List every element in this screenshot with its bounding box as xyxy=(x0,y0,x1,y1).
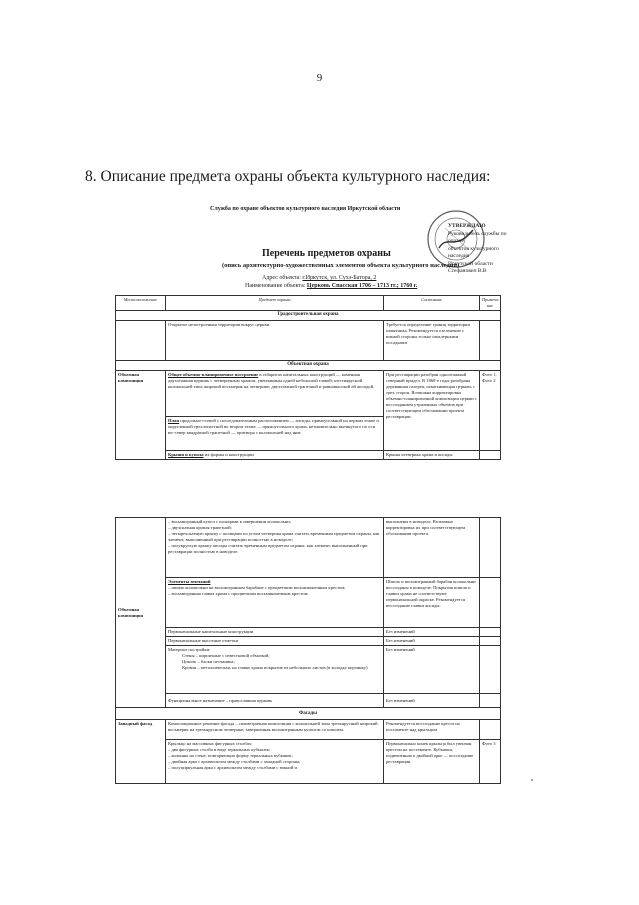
list-item: – шпиль колокольни на восьмигранном барабане с процветшим восьмиконечным крестом; xyxy=(168,585,346,590)
table-cell xyxy=(480,720,501,740)
table-cell: Функциональное назначение – православная церковь xyxy=(166,694,384,708)
cell-text: в габаритах капитальных конструкций — каменная двухэтажная церковь с четверичным храмом, увенчанным одной небольшой главой; шестиярусной колокольней типа широкой восьмерик на четверике; двухэтажной трапезной и равновысокой ей апсидой. xyxy=(168,372,375,389)
table-cell xyxy=(166,518,384,578)
col-header-state: Состояние xyxy=(384,296,480,311)
table-cell: Первоначальные высотные отметки xyxy=(166,637,384,646)
list-item: – двухскатная кровля трапезной; xyxy=(168,525,232,530)
cell-title: Крыльцо на массивных фигурных столбах: xyxy=(168,741,253,746)
table-cell xyxy=(166,646,384,694)
address-value: г.Иркутск, ул. Сухэ-Батора, 2 xyxy=(302,275,377,281)
list-item: Стены – кирпичные с известковой обмазкой; xyxy=(182,653,270,658)
table-cell xyxy=(480,694,501,708)
cell-title: Материал постройки: xyxy=(168,647,211,652)
approval-line: объектов культурного наследия xyxy=(448,245,499,259)
section-heading: 8. Описание предмета охраны объекта культурного наследия: xyxy=(85,168,491,185)
table-cell: Без изменений xyxy=(384,637,480,646)
object-name-line xyxy=(245,283,417,289)
list-item: Цоколь – блоки песчаника; xyxy=(182,659,235,664)
approval-line: Иркутской области xyxy=(448,260,493,267)
list-item: – два фигурных столба в виде зеркальных кубышек; xyxy=(168,747,271,752)
table-cell: Рекомендуется воссоздание креста на постаменте над крыльцом xyxy=(384,720,480,740)
table-cell: Фото 1, Фото 2 xyxy=(480,371,501,451)
section-facades: Фасады xyxy=(116,708,501,720)
table-cell: Крыша четверика храма и апсиды xyxy=(384,451,480,460)
table-cell xyxy=(166,417,384,451)
list-item: – двойная арка с архивольтом между столбами с западной стороны; xyxy=(168,759,301,764)
table-cell: Композиционное решение фасада – симметричная композиция с колокольней типа трехъярусный широкий восьмерик на трехъярусном четверике; завершенная восьмигранным куполом со шпилем. xyxy=(166,720,384,740)
approval-line: Стефанович В.В xyxy=(448,268,487,274)
table-cell xyxy=(116,321,166,361)
object-name-value: Церковь Спасская 1706 – 1713 гг.; 1760 г. xyxy=(306,283,418,289)
col-header-location: Местоположение xyxy=(116,296,166,311)
table-cell xyxy=(166,740,384,784)
table-cell xyxy=(480,518,501,578)
list-item: – четырехскатную крышу с полицами по углам четверика храма считать временным предметом охраны, как элемент, выполненный при реставрации полностью в новоделе; xyxy=(168,531,380,542)
table-cell: Объемная композиция xyxy=(116,518,166,708)
cell-text: продольно-осевой с последовательным расположением — апсиды, прямоугольной на первом этаже и округленной трехлопастной во втором этаже — прямоугольного храма, незначительно вытянутого по оси юг-север квадратной трапезной — притвора с колокольней над ним. xyxy=(168,418,379,435)
table-cell: Требуется определение границ территории памятника. Рекомендуется озеленение с южной стороны только шпалерными посадками xyxy=(384,321,480,361)
table-cell: Первоначально конек крыльца был увенчан крестом на постаменте. Кубышки, подвешенная к двойной арке — воссоздание реставрация. xyxy=(384,740,480,784)
table-cell: Западный фасад xyxy=(116,720,166,784)
table-cell xyxy=(480,321,501,361)
table-cell: Без изменений xyxy=(384,694,480,708)
protection-table-part-1 xyxy=(115,295,501,460)
table-cell: Без изменений xyxy=(384,646,480,694)
table-cell xyxy=(166,451,384,460)
table-cell: Открытое незастроенная территория вокруг церкви. xyxy=(166,321,384,361)
table-cell xyxy=(166,371,384,417)
table-cell xyxy=(166,578,384,628)
address-label: Адрес объекта: xyxy=(262,275,301,281)
table-cell: Фото 3 xyxy=(480,740,501,784)
list-item: Кровля – металлическая; на главке храма покрытие из небольших листов (в колодку корзинку) xyxy=(182,665,368,670)
section-object-protection: Объектная охрана xyxy=(116,361,501,371)
document-title: Перечень предметов охраны xyxy=(262,248,391,259)
table-cell xyxy=(480,646,501,694)
object-name-label: Наименование объекта: xyxy=(245,283,306,289)
cell-text: их формы и конструкции xyxy=(204,452,254,457)
organization-line: Служба по охране объектов культурного наследия Иркутской области xyxy=(210,206,401,212)
table-cell: Шпиль и восьмигранный барабан колокольни воссозданы в новоделе. Покрытия шпиля и главки храма не соответствуют первоначальной окраске. Рекомендуется воссоздание главки апсиды. xyxy=(384,578,480,628)
col-header-subject: Предмет охраны xyxy=(166,296,384,311)
table-cell xyxy=(480,628,501,637)
protection-table-part-2 xyxy=(115,517,501,784)
cell-title: Крыши и купола xyxy=(168,452,204,457)
table-cell xyxy=(480,578,501,628)
table-cell xyxy=(480,451,501,460)
list-item: – восьмигранный купол с полицами в завершении колокольни; xyxy=(168,519,291,524)
col-header-note: Примеча ние xyxy=(480,296,501,311)
table-cell: Без изменений xyxy=(384,628,480,637)
list-item: – полуциркульная арка с архивольтом между столбами с южной и xyxy=(168,765,297,770)
cell-title: План xyxy=(168,418,180,423)
list-item: – восьмигранная главка храма с процветшим восьмиконечным крестом. xyxy=(168,591,309,596)
table-cell: При реставрации разобран одноэтажный северный придел. В 1860-е годы разобрана деревянная галерея, охватывающая церковь с трех сторон. Возможна корректировка объемно-планировочной композиции церкви с воссозданием утраченных объемов при соответствующем обосновании проекта реставрации. xyxy=(384,371,480,451)
address-line xyxy=(262,275,376,281)
approval-line: УТВЕРЖДАЮ xyxy=(448,223,486,229)
table-cell xyxy=(480,637,501,646)
cell-title: Элементы венчаний xyxy=(168,579,211,584)
section-urban-protection: Градостроительная охрана xyxy=(116,311,501,321)
scan-speck xyxy=(531,779,533,781)
page-number: 9 xyxy=(316,72,323,84)
cell-title: Общее объемно-планировочное построение xyxy=(168,372,259,377)
list-item: – полукруглую крышу апсиды считать временным предметом охраны, как элемент, выполненный при реставрации полностью в новоделе. xyxy=(168,543,368,554)
table-cell: Объемная композиция xyxy=(116,371,166,460)
table-cell: выполнены в новоделе. Возможна корректировка их при соответствующем обосновании проекта. xyxy=(384,518,480,578)
approval-line: Руководитель службы по охране xyxy=(448,230,507,244)
document-subtitle: (опись архитектурно-художественных элементов объекта культурного наследия) xyxy=(222,262,460,269)
table-cell: Первоначальные капитальные конструкции xyxy=(166,628,384,637)
list-item: – колонны на стене, повторяющих форму зеркальных кубышек; xyxy=(168,753,293,758)
